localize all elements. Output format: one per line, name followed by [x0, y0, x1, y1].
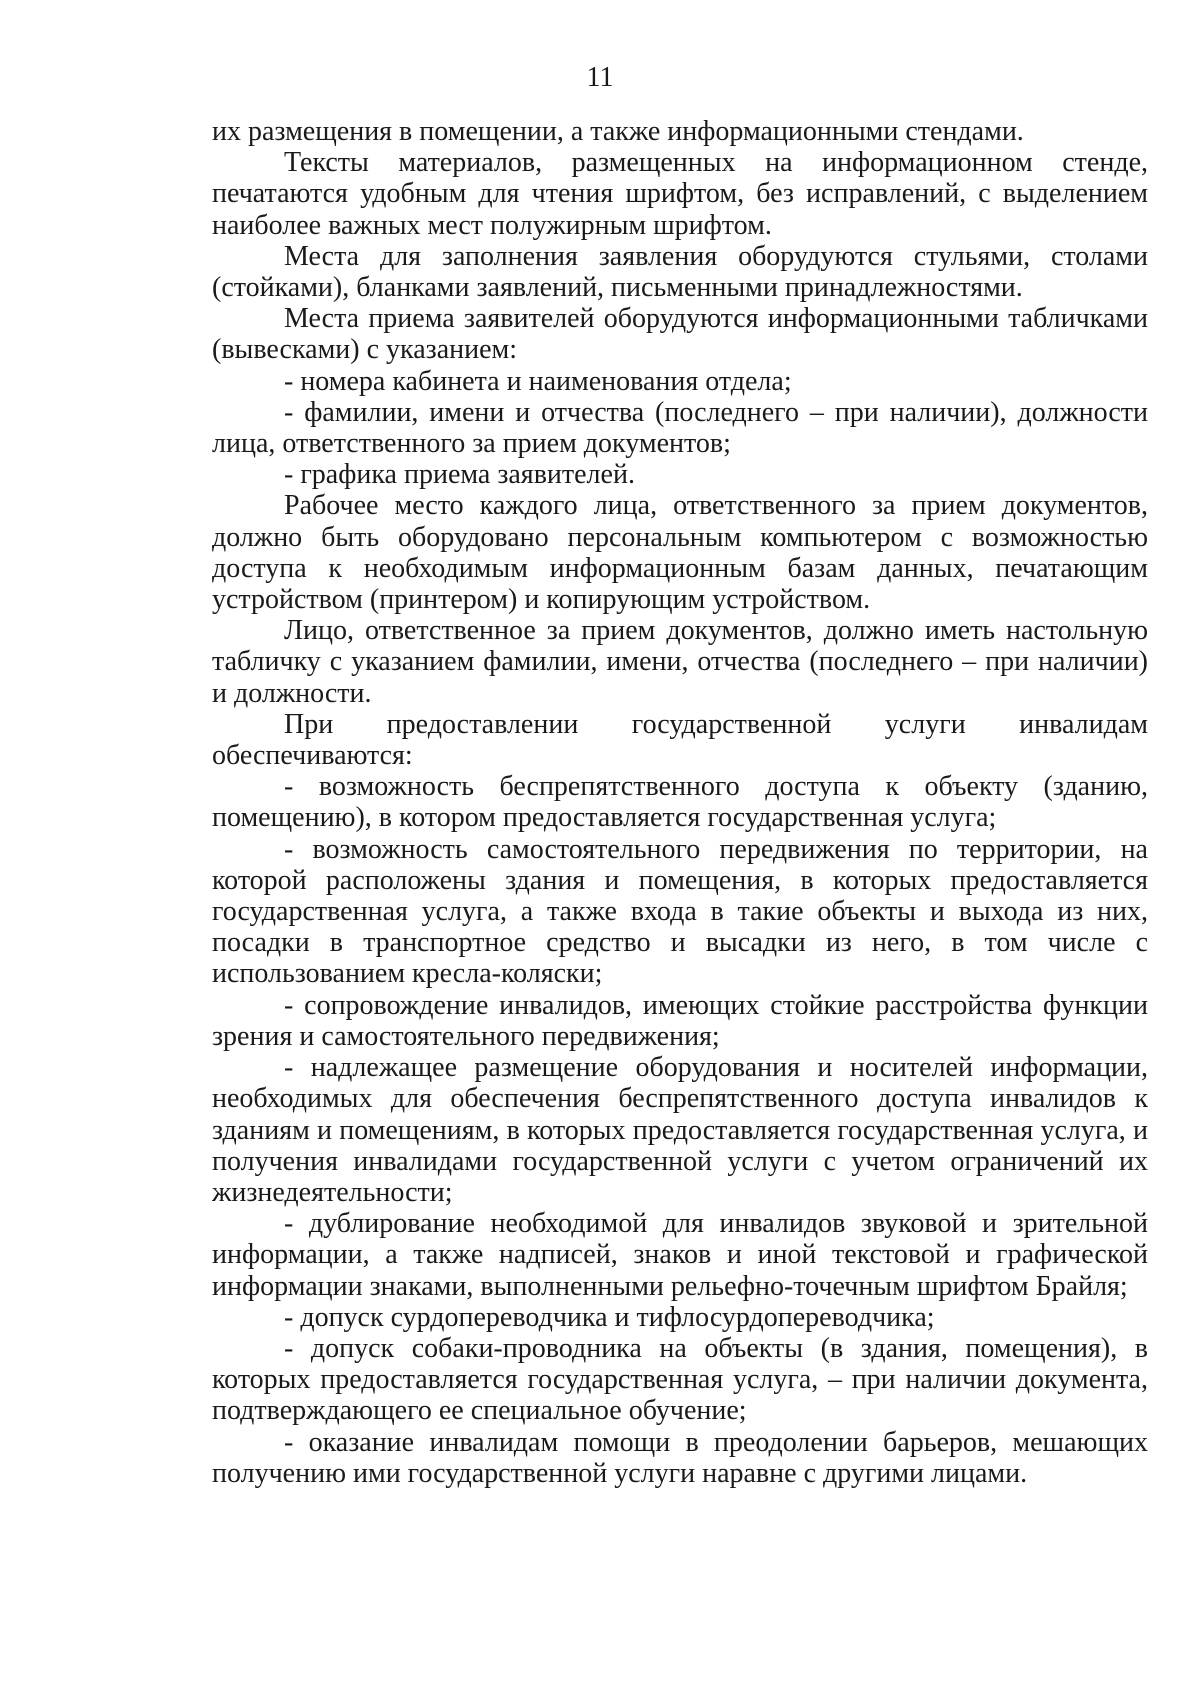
list-item-barrier-assistance: - оказание инвалидам помощи в преодолении барьеров, мешающих получению ими государственной услуги наравне с другими лицами. — [212, 1426, 1148, 1489]
paragraph-stand-texts: Тексты материалов, размещенных на информационном стенде, печатаются удобным для чтения шрифтом, без исправлений, с выделением наиболее важных мест полужирным шрифтом. — [212, 147, 1148, 241]
paragraph-continuation: их размещения в помещении, а также информационными стендами. — [212, 116, 1024, 147]
paragraph-desk-sign: Лицо, ответственное за прием документов, должно иметь настольную табличку с указанием фамилии, имени, отчества (последнего – при наличии) и должности. — [212, 615, 1148, 709]
page-number: 11 — [586, 62, 614, 93]
list-item-sign-interpreter: - допуск сурдопереводчика и тифлосурдопереводчика; — [284, 1301, 935, 1333]
list-item-office-number: - номера кабинета и наименования отдела; — [284, 365, 792, 397]
paragraph-disability-provisions: При предоставлении государственной услуги инвалидам обеспечиваются: — [212, 708, 1148, 772]
document-body — [212, 116, 1148, 1489]
list-item-escort: - сопровождение инвалидов, имеющих стойкие расстройства функции зрения и самостоятельного передвижения; — [212, 989, 1148, 1052]
list-item-information-duplication: - дублирование необходимой для инвалидов звуковой и зрительной информации, а также надписей, знаков и иной текстовой и графической информации знаками, выполненными рельефно-точечным шрифтом Брайля; — [212, 1208, 1148, 1302]
paragraph-application-places: Места для заполнения заявления оборудуются стульями, столами (стойками), бланками заявлений, письменными принадлежностями. — [212, 240, 1148, 304]
list-item-equipment-placement: - надлежащее размещение оборудования и носителей информации, необходимых для обеспечения беспрепятственного доступа инвалидов к зданиям и помещениям, в которых предоставляется государственная услуга, и получения инвалидами государственной услуги с учетом ограничений их жизнедеятельности; — [212, 1052, 1148, 1208]
list-item-unobstructed-access: - возможность беспрепятственного доступа к объекту (зданию, помещению), в котором предоставляется государственная услуга; — [212, 771, 1148, 834]
list-item-responsible-person: - фамилии, имени и отчества (последнего – при наличии), должности лица, ответственного за прием документов; — [212, 396, 1148, 460]
list-item-guide-dog: - допуск собаки-проводника на объекты (в здания, помещения), в которых предоставляется государственная услуга, – при наличии документа, подтверждающего ее специальное обучение; — [212, 1332, 1148, 1427]
paragraph-workplace: Рабочее место каждого лица, ответственного за прием документов, должно быть оборудовано персональным компьютером с возможностью доступа к необходимым информационным базам данных, печатающим устройством (принтером) и копирующим устройством. — [212, 490, 1148, 616]
list-item-independent-movement: - возможность самостоятельного передвижения по территории, на которой расположены здания и помещения, в которых предоставляется государственная услуга, а также входа в такие объекты и выхода из них, посадки в транспортное средство и высадки из него, в том числе с использованием кресла-коляски; — [212, 833, 1148, 990]
list-item-reception-schedule: - графика приема заявителей. — [284, 459, 635, 491]
paragraph-reception-places: Места приема заявителей оборудуются информационными табличками (вывесками) с указанием: — [212, 303, 1148, 366]
